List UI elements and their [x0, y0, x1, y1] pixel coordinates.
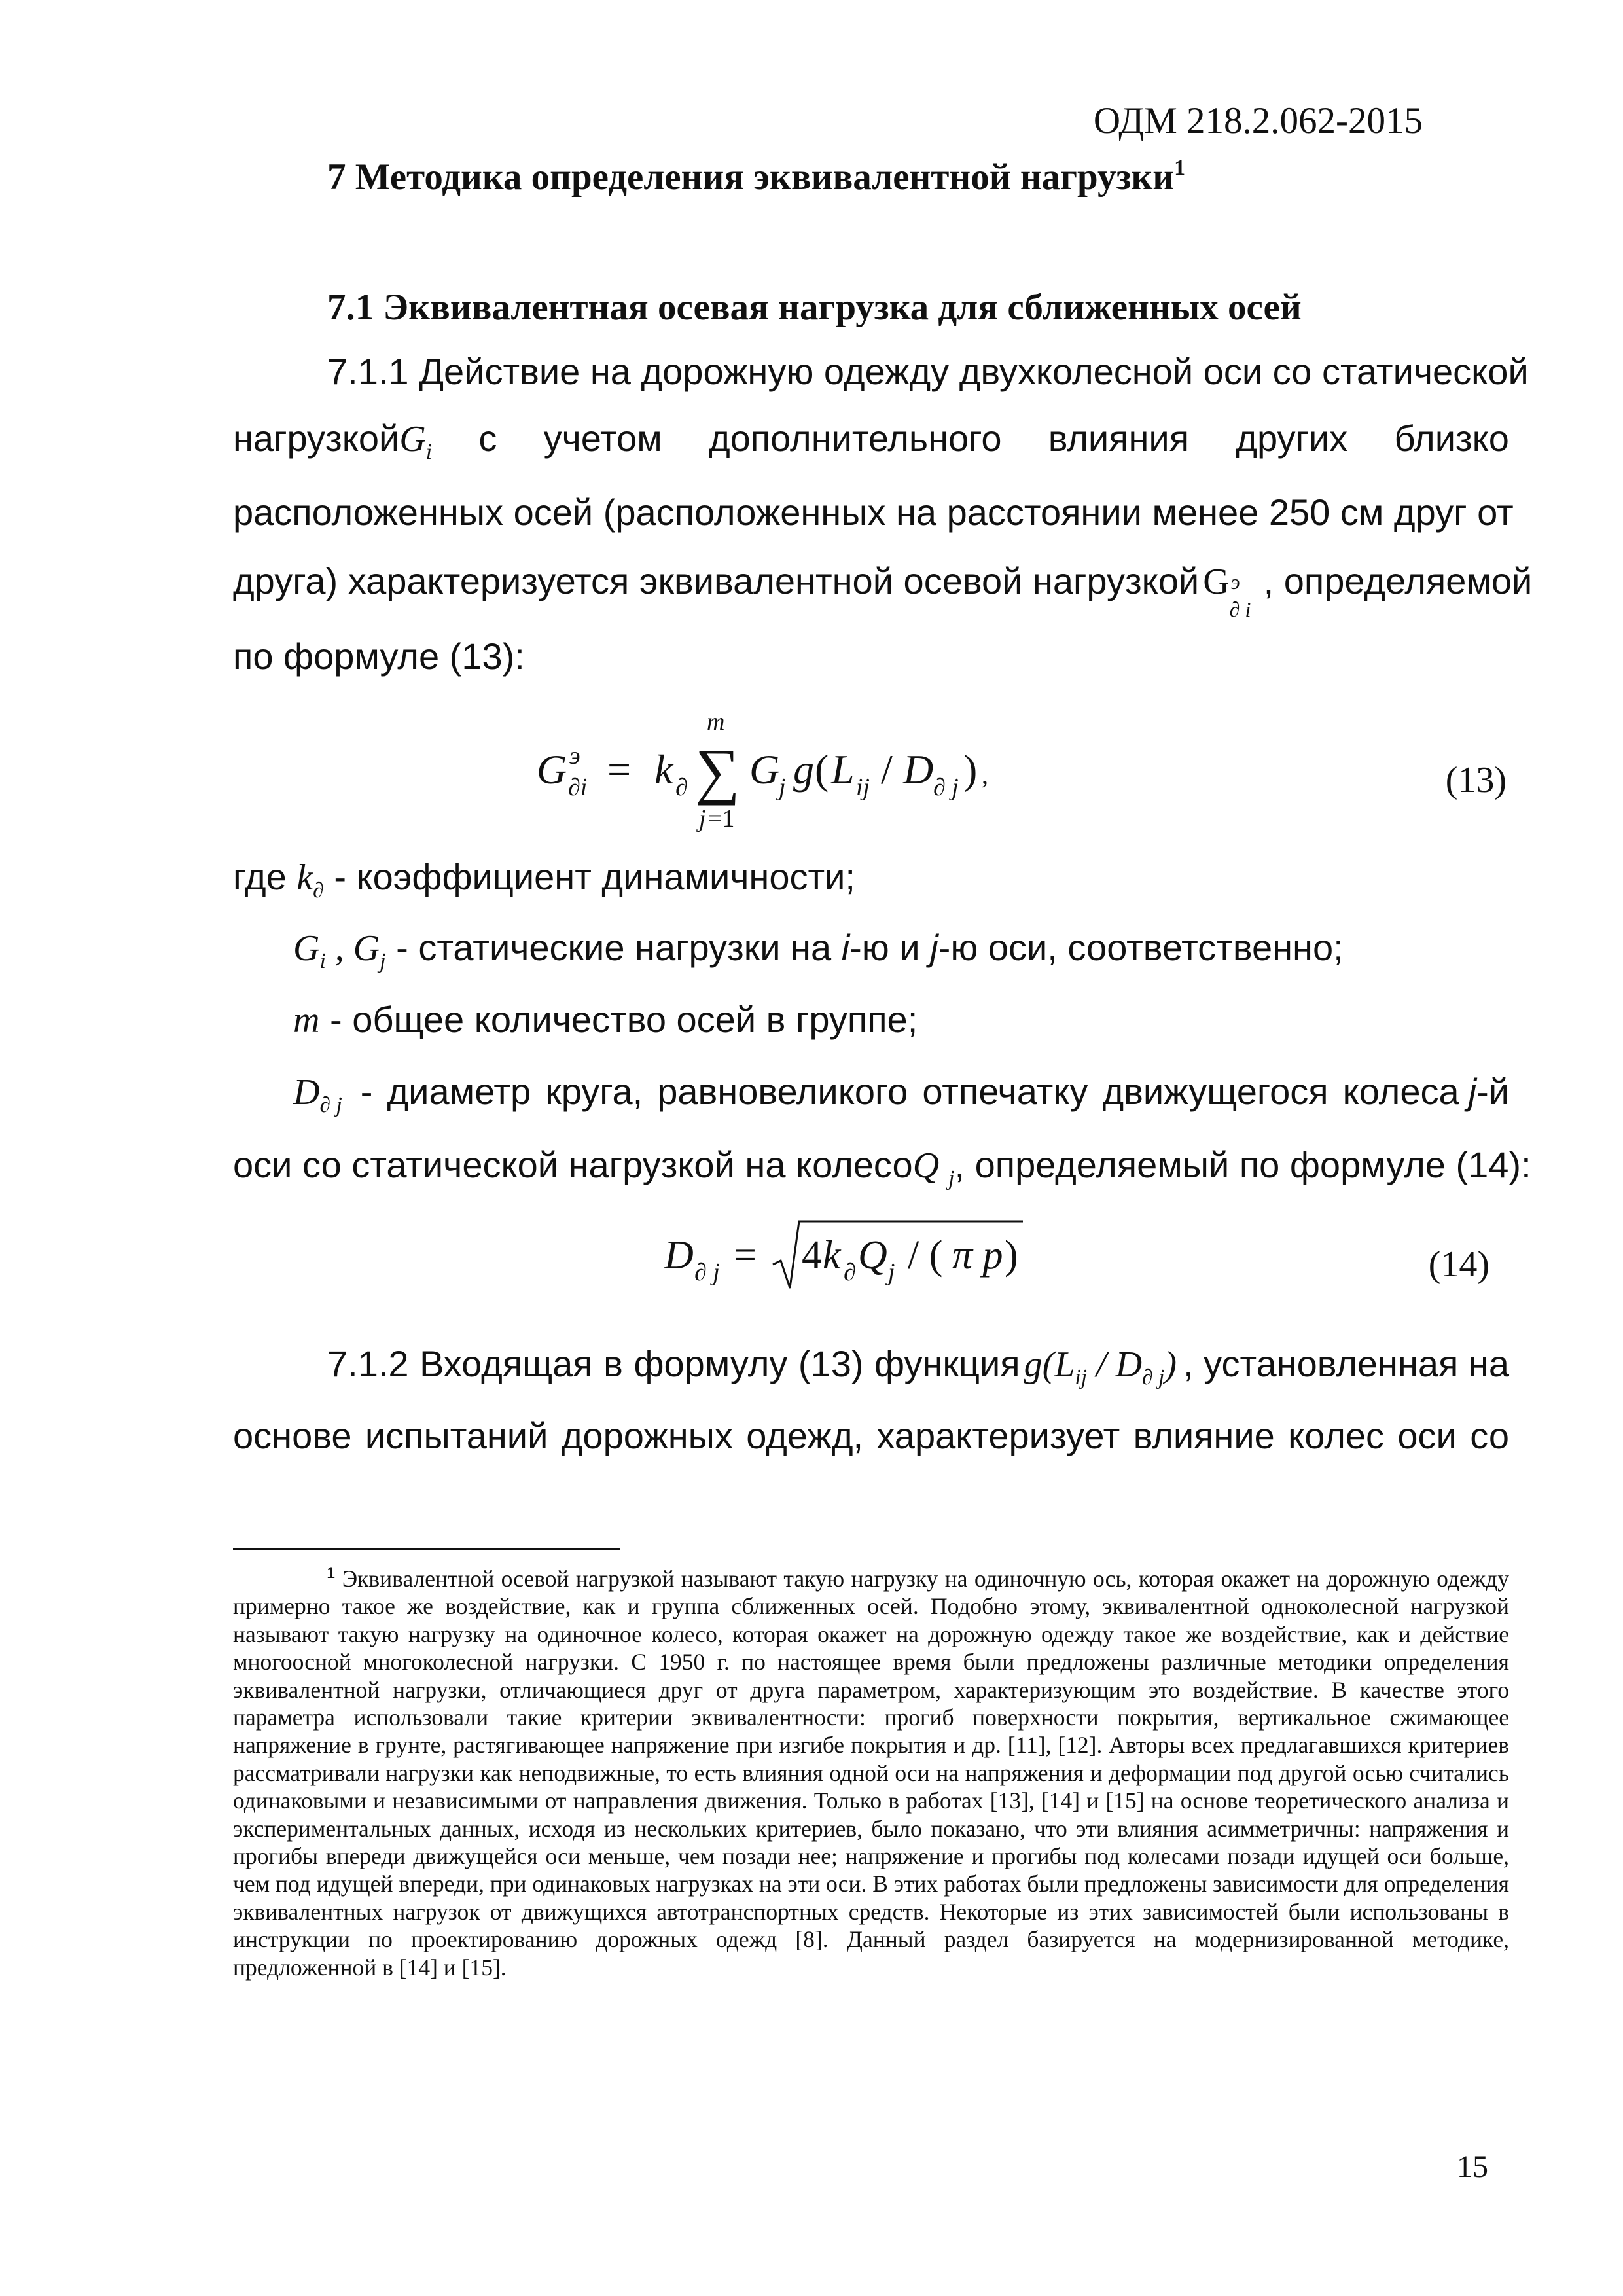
symbol-gdi-equivalent: G э ∂ i	[1203, 562, 1251, 621]
svg-text:Q: Q	[858, 1233, 887, 1278]
svg-text:(: (	[815, 746, 829, 793]
symbol-dj: $D_{\partial j}$	[293, 1072, 342, 1118]
formula-13	[537, 710, 1060, 834]
definition-g	[293, 929, 1569, 973]
symbol-gi: $G_i$	[399, 419, 433, 465]
svg-text:∑: ∑	[695, 736, 740, 806]
paragraph-line	[233, 420, 1509, 463]
svg-text:): )	[963, 746, 978, 793]
footnote-text: Эквивалентной осевой нагрузкой называют такую нагрузку на одиночную ось, которая окажет на дорожную одежду примерно такое же воздействие, как и группа сближенных осей. Подобно этому, эквивалентной одноколесной нагрузкой называют такую нагрузку на одиночное колесо, которая окажет на дорожную одежду такое же воздействие, как и действие многоосной многоколесной нагрузки. С 1950 г. по настоящее время были предложены различные методики определения эквивалентной нагрузки, отличающиеся друг от друга параметром, характеризующим это воздействие. В качестве этого параметра использовали такие критерии эквивалентности: прогиб поверхности покрытия, вертикальное сжимающее напряжение в грунте, растягивающее напряжение при изгибе покрытия и др. [11], [12]. Авторы всех предлагавшихся критериев рассматривали нагрузки как неподвижные, то есть влияния одной оси на напряжения и деформации под другой осью считались одинаковыми и независимыми от направления движения. Только в работах [13], [14] и [15] на основе теоретического анализа и экспериментальных данных, исходя из нескольких критериев, было показано, что эти влияния асимметричны: напряжения и прогибы впереди движущейся оси меньше, чем позади нее; напряжение и прогибы под колесами позади идущей оси больше, чем под идущей впереди, при одинаковых нагрузках на эти оси. В этих работах были предложены зависимости для определения эквивалентных нагрузок от движущихся автотранспортных средств. Некоторые из этих зависимостей были использованы в инструкции по проектированию дорожных одежд [8]. Данный раздел базируется на модернизированной методике, предложенной в [14] и [15].	[233, 1566, 1510, 1981]
symbol-k: $k_\partial$	[296, 857, 324, 903]
formula-13-graphic	[537, 710, 1060, 834]
svg-text:j: j	[699, 805, 706, 833]
svg-text:4: 4	[802, 1233, 822, 1278]
symbol-qj: Q $_j$	[912, 1145, 955, 1191]
page-number: 15	[1457, 2149, 1488, 2184]
svg-text:,: ,	[982, 760, 988, 789]
definition-text: оси со статической нагрузкой на колесо	[233, 1144, 913, 1185]
paragraph-word: учетом	[543, 418, 662, 459]
section-heading	[327, 156, 1185, 198]
svg-text:∂: ∂	[675, 774, 688, 801]
definition-text: -ю оси, соответственно;	[938, 927, 1344, 968]
paragraph-word	[233, 420, 432, 463]
definition-text: i	[841, 927, 850, 968]
paragraph-text: , определяемой	[1263, 560, 1533, 601]
svg-text:): )	[1005, 1233, 1018, 1278]
svg-text:∂i: ∂i	[568, 774, 588, 801]
definition-text: j	[930, 927, 938, 968]
svg-text:э: э	[569, 742, 580, 770]
svg-text:j: j	[888, 1259, 895, 1286]
paragraph-word-text: нагрузкой	[233, 418, 400, 459]
definition-text: - коэффициент динамичности;	[334, 856, 855, 897]
definition-text: j	[1468, 1071, 1477, 1112]
svg-text:D: D	[903, 746, 934, 793]
equation-number: (13)	[1445, 760, 1507, 800]
svg-text:∂ j: ∂ j	[933, 774, 959, 801]
footnote	[233, 1560, 1509, 1981]
svg-text:/: /	[881, 746, 893, 793]
definition-m	[293, 1001, 1569, 1039]
svg-text:G: G	[537, 746, 567, 793]
svg-text:π p: π p	[952, 1233, 1003, 1278]
footnote-reference: 1	[1174, 156, 1186, 180]
equation-number: (14)	[1428, 1244, 1489, 1285]
paragraph-text: 7.1.2 Входящая в формулу (13) функция	[327, 1343, 1020, 1384]
svg-text:=: =	[734, 1233, 757, 1278]
paragraph-word: дополнительного	[708, 418, 1002, 459]
section-heading-text: 7 Методика определения эквивалентной нагрузки	[327, 156, 1175, 198]
symbol-m: m	[293, 1000, 320, 1041]
svg-text:G: G	[749, 746, 780, 793]
svg-text:m: m	[707, 710, 725, 736]
svg-text:L: L	[831, 746, 855, 793]
footnote-separator	[233, 1548, 620, 1550]
formula-14-graphic	[664, 1217, 1031, 1302]
svg-text:j: j	[779, 774, 786, 801]
definition-text: -й	[1476, 1071, 1509, 1112]
paragraph-word: влияния	[1048, 418, 1190, 459]
definition-text: - диаметр круга, равновеликого отпечатку движущегося колеса	[360, 1071, 1459, 1112]
svg-text:=1: =1	[708, 805, 735, 833]
definition-text: - статические нагрузки на	[396, 927, 832, 968]
paragraph-line: 7.1.1 Действие на дорожную одежду двухколесной оси со статической	[327, 351, 1529, 392]
paragraph-line: расположенных осей (расположенных на расстоянии менее 250 см друг от	[233, 492, 1514, 533]
paragraph-word: с	[478, 418, 497, 459]
paragraph-word: близко	[1394, 418, 1509, 459]
svg-text:D: D	[664, 1233, 694, 1278]
definition-text: , определяемый по формуле (14):	[954, 1144, 1531, 1185]
svg-text:∂: ∂	[844, 1259, 856, 1286]
definition-text: - общее количество осей в группе;	[330, 999, 918, 1040]
svg-text:g: g	[793, 746, 814, 793]
definition-text: -ю и	[849, 927, 920, 968]
definition-k	[233, 856, 1509, 903]
subsection-heading: 7.1 Эквивалентная осевая нагрузка для сближенных осей	[327, 287, 1302, 328]
paragraph-line: по формуле (13):	[233, 636, 525, 677]
paragraph-line	[327, 1343, 1509, 1390]
paragraph-line: основе испытаний дорожных одежд, характеризует влияние колес оси со	[233, 1415, 1509, 1456]
where-label: где	[233, 856, 287, 897]
svg-text:/ (: / (	[908, 1233, 943, 1278]
definition-d	[293, 1073, 1509, 1117]
svg-text:ij: ij	[856, 774, 870, 801]
symbol-gi-gj: $G_i$ , $G_j$	[293, 928, 386, 974]
svg-text:k: k	[823, 1233, 841, 1278]
paragraph-line	[233, 560, 1533, 621]
paragraph-text: друга) характеризуется эквивалентной осевой нагрузкой	[233, 560, 1200, 601]
function-g: $g(L_{ij} / D_{\partial j})$	[1024, 1344, 1177, 1390]
paragraph-text: , установленная на	[1183, 1343, 1509, 1384]
paragraph-word: других	[1236, 418, 1348, 459]
svg-text:k: k	[654, 746, 673, 793]
svg-text:=: =	[607, 746, 632, 793]
definition-d-line2	[233, 1144, 1531, 1191]
footnote-marker: 1	[327, 1564, 336, 1582]
formula-14	[664, 1217, 1031, 1302]
document-code: ОДМ 218.2.062-2015	[1093, 100, 1423, 141]
svg-text:∂ j: ∂ j	[694, 1259, 720, 1286]
